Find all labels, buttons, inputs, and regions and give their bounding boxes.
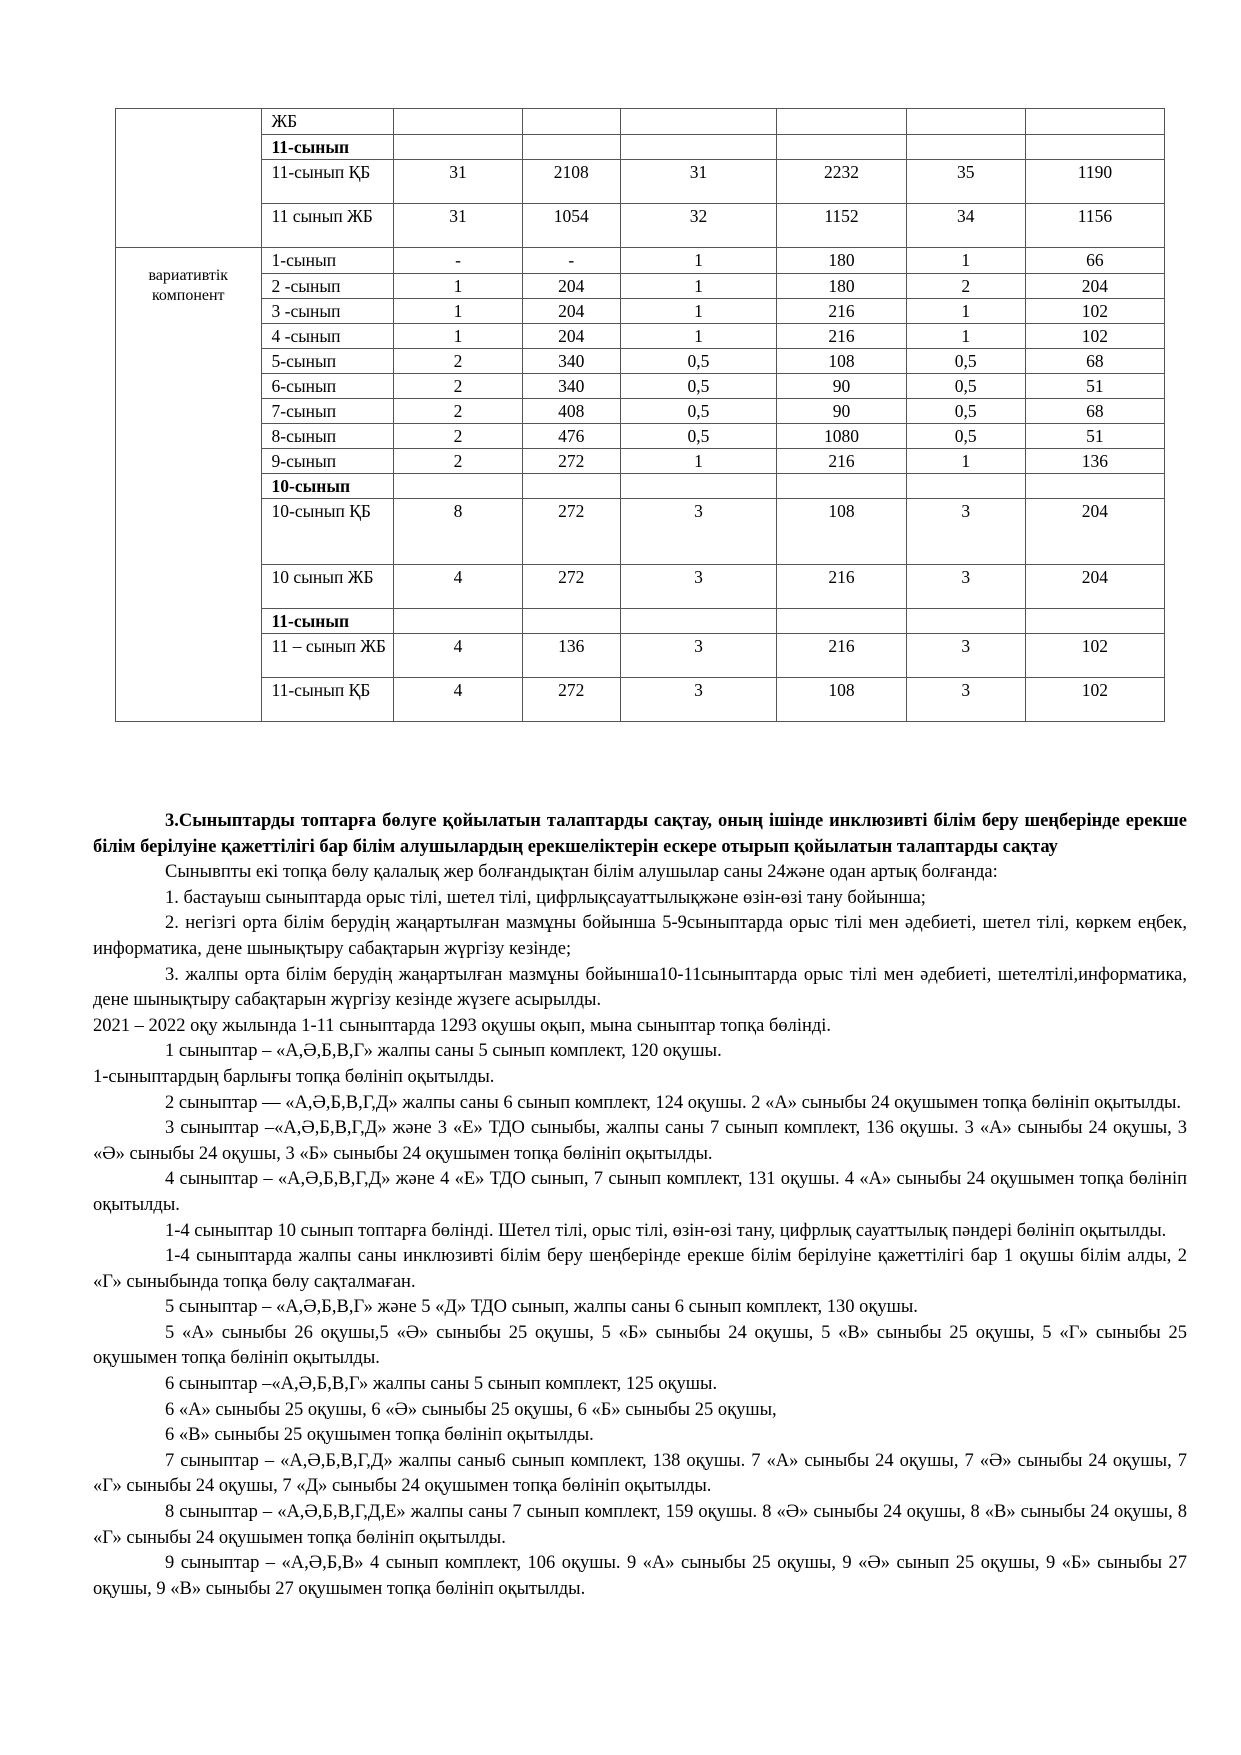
value-cell: 204 [523,324,621,349]
value-cell: 216 [777,324,906,349]
value-cell [777,609,906,634]
table-row [116,499,1165,565]
value-cell: - [523,248,621,274]
paragraph: 6 сыныптар –«А,Ә,Б,В,Г» жалпы саны 5 сынып комплект, 125 оқушы. [165,1374,718,1395]
value-cell: 1 [620,299,777,324]
grade-label: 10-сынып ҚБ [261,499,393,565]
value-cell: 1152 [777,204,906,248]
value-cell: 180 [777,274,906,299]
value-cell [620,609,777,634]
paragraph: 6 «В» сыныбы 25 оқушымен топқа бөлініп оқытылды. [165,1425,594,1446]
value-cell [523,609,621,634]
value-cell: 3 [620,678,777,722]
value-cell [906,474,1025,499]
value-cell: 4 [393,565,522,609]
paragraph: 9 сыныптар – «А,Ә,Б,В» 4 сынып комплект, 106 оқушы. 9 «А» сыныбы 25 оқушы, 9 «Ә» сынып 25 оқушы, 9 «Б» сыныбы 27 оқушы, 9 «В» сыныбы 27 оқушымен топқа бөлініп оқытылды. [93,1553,1187,1599]
grade-label: 2 -сынып [261,274,393,299]
value-cell: 216 [777,449,906,474]
value-cell: 0,5 [906,349,1025,374]
value-cell: 340 [523,349,621,374]
paragraph: 1-сыныптардың барлығы топқа бөлініп оқытылды. [93,1066,495,1087]
table-row [116,474,1165,499]
value-cell: 31 [393,204,522,248]
value-cell: 1 [393,324,522,349]
table-row [116,609,1165,634]
paragraph: 7 сыныптар – «А,Ә,Б,В,Г,Д» жалпы саны6 сынып комплект, 138 оқушы. 7 «А» сыныбы 24 оқушы, 7 «Ә» сыныбы 24 оқушы, 7 «Г» сыныбы 24 оқушы, 7 «Д» сыныбы 24 оқушымен топқа бөлініп оқытылды. [93,1450,1187,1497]
value-cell: 108 [777,678,906,722]
grade-label: 7-сынып [261,399,393,424]
section-heading: 3.Сыныптарды топтарға бөлуге қойылатын талаптарды сақтау, оның ішінде инклюзивті білім беру шеңберінде ерекше білім берілуіне қажеттілігі бар білім алушылардың ерекшеліктерін ескере отырып қойылатын талаптарды сақтау [93,811,1187,857]
value-cell [620,109,777,135]
value-cell: 0,5 [620,399,777,424]
value-cell [906,109,1025,135]
value-cell: 32 [620,204,777,248]
value-cell: 68 [1025,399,1164,424]
paragraph: 2. негізгі орта білім берудің жаңартылған мазмұны бойынша 5-9сыныптарда орыс тілі мен әдебиеті, шетел тілі, көркем еңбек, информатика, дене шынықтыру сабақтарын жүргізу кезінде; [93,913,1187,959]
value-cell: 0,5 [620,349,777,374]
table-row [116,634,1165,678]
paragraph: 8 сыныптар – «А,Ә,Б,В,Г,Д,Е» жалпы саны 7 сынып комплект, 159 оқушы. 8 «Ә» сыныбы 24 оқушы, 8 «В» сыныбы 24 оқушы, 8 «Г» сыныбы 24 оқушымен топқа бөлініп оқытылды. [93,1502,1187,1548]
value-cell: 34 [906,204,1025,248]
value-cell: 3 [906,565,1025,609]
value-cell: 1054 [523,204,621,248]
curriculum-hours-table [115,108,1165,722]
paragraph: 1. бастауыш сыныптарда орыс тілі, шетел тілі, цифрлықсауаттылықжәне өзін-өзі тану бойынша; [165,887,926,908]
value-cell: 102 [1025,678,1164,722]
table-row [116,204,1165,248]
grade-label: 6-сынып [261,374,393,399]
table-row [116,374,1165,399]
grade-label: 1-сынып [261,248,393,274]
value-cell: 0,5 [620,374,777,399]
value-cell [523,109,621,135]
value-cell: 2108 [523,160,621,204]
value-cell: - [393,248,522,274]
value-cell: 2 [393,399,522,424]
value-cell: 2232 [777,160,906,204]
grade-label: 11-сынып ҚБ [261,160,393,204]
value-cell: 68 [1025,349,1164,374]
value-cell [777,474,906,499]
value-cell: 216 [777,299,906,324]
value-cell [1025,474,1164,499]
table-row [116,349,1165,374]
value-cell: 1 [393,299,522,324]
value-cell [393,135,522,160]
paragraph: 2 сыныптар — «А,Ә,Б,В,Г,Д» жалпы саны 6 сынып комплект, 124 оқушы. 2 «А» сыныбы 24 оқушымен топқа бөлініп оқытылды. [165,1092,1182,1113]
value-cell: 216 [777,634,906,678]
value-cell: 90 [777,399,906,424]
value-cell: 476 [523,424,621,449]
paragraph: 6 «А» сыныбы 25 оқушы, 6 «Ә» сыныбы 25 оқушы, 6 «Б» сыныбы 25 оқушы, [165,1399,777,1420]
value-cell: 1190 [1025,160,1164,204]
value-cell [777,135,906,160]
value-cell: 340 [523,374,621,399]
table-row [116,248,1165,274]
value-cell [1025,135,1164,160]
paragraph: 1 сыныптар – «А,Ә,Б,В,Г» жалпы саны 5 сынып комплект, 120 оқушы. [165,1041,722,1062]
value-cell [906,609,1025,634]
table-body [116,109,1165,722]
value-cell: 2 [393,449,522,474]
paragraph: 5 «А» сыныбы 26 оқушы,5 «Ә» сыныбы 25 оқушы, 5 «Б» сыныбы 24 оқушы, 5 «В» сыныбы 25 оқушы, 5 «Г» сыныбы 25 оқушымен топқа бөлініп оқытылды. [93,1322,1187,1369]
section-text [93,809,1187,1602]
value-cell: 2 [393,349,522,374]
value-cell: 1 [620,324,777,349]
value-cell: 204 [1025,565,1164,609]
value-cell: 204 [523,274,621,299]
grade-label: 9-сынып [261,449,393,474]
value-cell [523,474,621,499]
value-cell: 66 [1025,248,1164,274]
paragraph: 1-4 сыныптар 10 сынып топтарға бөлінді. Шетел тілі, орыс тілі, өзін-өзі тану, цифрлық сауаттылық пәндері бөлініп оқытылды. [165,1220,1167,1241]
grade-label: 3 -сынып [261,299,393,324]
value-cell: 204 [1025,499,1164,565]
value-cell: 2 [393,424,522,449]
value-cell: 31 [393,160,522,204]
value-cell: 102 [1025,324,1164,349]
value-cell: 4 [393,678,522,722]
grade-label: 11 – сынып ЖБ [261,634,393,678]
value-cell [393,109,522,135]
value-cell: 136 [523,634,621,678]
table-row [116,565,1165,609]
value-cell: 204 [1025,274,1164,299]
value-cell: 1 [620,449,777,474]
table-row [116,324,1165,349]
table-row [116,274,1165,299]
value-cell: 51 [1025,374,1164,399]
grade-label: 8-сынып [261,424,393,449]
value-cell: 1080 [777,424,906,449]
value-cell: 408 [523,399,621,424]
table-row [116,399,1165,424]
value-cell: 1156 [1025,204,1164,248]
grade-label: ЖБ [261,109,393,135]
paragraph: 4 сыныптар – «А,Ә,Б,В,Г,Д» және 4 «Е» ТДО сынып, 7 сынып комплект, 131 оқушы. 4 «А» сыныбы 24 оқушымен топқа бөлініп оқытылды. [93,1169,1187,1215]
value-cell: 272 [523,565,621,609]
value-cell: 35 [906,160,1025,204]
value-cell: 272 [523,499,621,565]
value-cell: 1 [906,449,1025,474]
paragraph: 1-4 сыныптарда жалпы саны инклюзивті білім беру шеңберінде ерекше білім берілуіне қажеттілігі бар 1 оқушы білім алды, 2 «Г» сыныбында топқа бөлу сақталмаған. [93,1246,1187,1292]
value-cell: 136 [1025,449,1164,474]
value-cell: 3 [906,499,1025,565]
grade-subheader: 11-сынып [261,135,393,160]
grade-label: 4 -сынып [261,324,393,349]
value-cell: 0,5 [906,424,1025,449]
value-cell: 4 [393,634,522,678]
value-cell: 90 [777,374,906,399]
grade-subheader: 10-сынып [261,474,393,499]
value-cell [620,135,777,160]
value-cell: 3 [620,634,777,678]
value-cell: 1 [393,274,522,299]
paragraph: 3 сыныптар –«А,Ә,Б,В,Г,Д» және 3 «Е» ТДО сыныбы, жалпы саны 7 сынып комплект, 136 оқушы. 3 «А» сыныбы 24 оқушы, 3 «Ә» сыныбы 24 оқушы, 3 «Б» сыныбы 24 оқушымен топқа бөлініп оқытылды. [93,1118,1187,1164]
value-cell [523,135,621,160]
paragraph: 5 сыныптар – «А,Ә,Б,В,Г» және 5 «Д» ТДО сынып, жалпы саны 6 сынып комплект, 130 оқушы. [165,1297,918,1318]
component-label: вариативтік компонент [116,248,262,722]
grade-subheader: 11-сынып [261,609,393,634]
value-cell [393,609,522,634]
value-cell: 31 [620,160,777,204]
table-row [116,424,1165,449]
value-cell: 3 [906,634,1025,678]
value-cell: 3 [620,499,777,565]
table-row [116,135,1165,160]
paragraph-list [93,860,1187,1602]
value-cell: 272 [523,678,621,722]
value-cell: 272 [523,449,621,474]
value-cell: 2 [906,274,1025,299]
value-cell: 3 [620,565,777,609]
value-cell: 51 [1025,424,1164,449]
value-cell [620,474,777,499]
value-cell: 1 [906,324,1025,349]
value-cell: 2 [393,374,522,399]
paragraph: 3. жалпы орта білім берудің жаңартылған мазмұны бойынша10-11сыныптарда орыс тілі мен әдебиеті, шетелтілі,информатика, дене шынықтыру сабақтарын жүргізу кезінде жүзеге асырылды. [93,964,1187,1011]
value-cell [906,135,1025,160]
paragraph: 2021 – 2022 оқу жылында 1-11 сыныптарда 1293 оқушы оқып, мына сыныптар топқа бөлінді. [93,1015,832,1036]
value-cell: 0,5 [906,374,1025,399]
grade-label: 10 сынып ЖБ [261,565,393,609]
value-cell: 3 [906,678,1025,722]
value-cell: 102 [1025,634,1164,678]
value-cell: 204 [523,299,621,324]
paragraph: Сынывпты екі топқа бөлу қалалық жер болғандықтан білім алушылар саны 24және одан артық болғанда: [165,862,998,883]
value-cell [393,474,522,499]
value-cell [1025,609,1164,634]
grade-label: 11 сынып ЖБ [261,204,393,248]
value-cell [1025,109,1164,135]
value-cell: 1 [906,248,1025,274]
value-cell: 102 [1025,299,1164,324]
value-cell: 108 [777,349,906,374]
value-cell: 1 [906,299,1025,324]
grade-label: 11-сынып ҚБ [261,678,393,722]
table-row [116,678,1165,722]
grade-label: 5-сынып [261,349,393,374]
value-cell: 1 [620,274,777,299]
value-cell: 180 [777,248,906,274]
component-cell-blank [116,109,262,248]
table-row [116,109,1165,135]
value-cell: 216 [777,565,906,609]
table-row [116,299,1165,324]
value-cell [777,109,906,135]
value-cell: 108 [777,499,906,565]
value-cell: 0,5 [620,424,777,449]
table-row [116,160,1165,204]
value-cell: 1 [620,248,777,274]
table-row [116,449,1165,474]
value-cell: 8 [393,499,522,565]
value-cell: 0,5 [906,399,1025,424]
